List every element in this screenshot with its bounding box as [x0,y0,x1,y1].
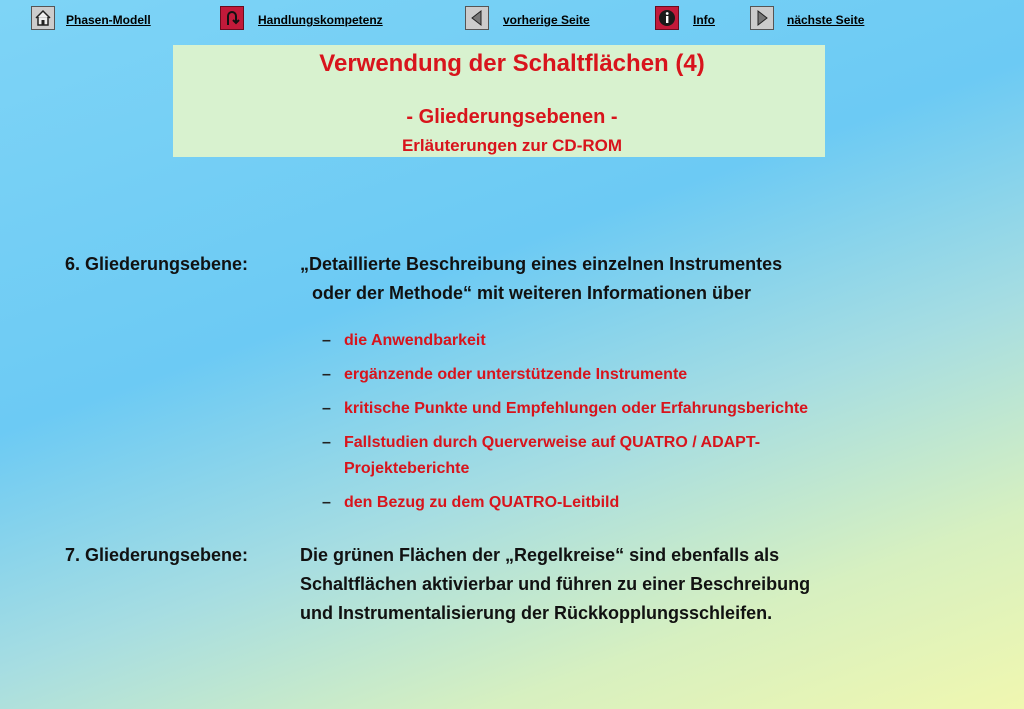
level6-line1: „Detaillierte Beschreibung eines einzelnen Instrumentes [300,254,783,274]
bullet-item: Fallstudien durch Querverweise auf QUATRO / ADAPT- [344,434,761,451]
bullet-item: den Bezug zu dem QUATRO-Leitbild [344,494,620,511]
level7-line2: Schaltflächen aktivierbar und führen zu einer Beschreibung [300,574,811,594]
bullet-item: die Anwendbarkeit [344,332,486,349]
level6-label: 6. Gliederungsebene: [65,254,249,274]
level7-line3: und Instrumentalisierung der Rückkopplungsschleifen. [300,603,773,623]
left-arrow-icon[interactable] [465,6,489,30]
nav-phasen-modell[interactable]: Phasen-Modell [66,13,151,27]
nav-naechste-seite[interactable]: nächste Seite [787,13,865,27]
bullet-item: kritische Punkte und Empfehlungen oder Erfahrungsberichte [344,400,809,417]
level7-line1: Die grünen Flächen der „Regelkreise“ sind ebenfalls als [300,545,780,565]
level7-label: 7. Gliederungsebene: [65,545,249,565]
level6-line2: oder der Methode“ mit weiteren Informationen über [312,283,752,303]
bullet-item: ergänzende oder unterstützende Instrumente [344,366,688,383]
bullet-dash: – [322,494,331,511]
bullet-dash: – [322,332,331,349]
bullet-dash: – [322,434,331,451]
nav-info[interactable]: Info [693,13,715,27]
right-arrow-icon[interactable] [750,6,774,30]
info-icon[interactable] [655,6,679,30]
home-icon[interactable] [31,6,55,30]
u-turn-icon[interactable] [220,6,244,30]
page-subtitle: - Gliederungsebenen - [406,106,618,128]
nav-vorherige-seite[interactable]: vorherige Seite [503,13,590,27]
page-title: Verwendung der Schaltflächen (4) [319,50,705,77]
bullet-dash: – [322,366,331,383]
bullet-item-continuation: Projekteberichte [344,460,470,477]
bullet-dash: – [322,400,331,417]
nav-handlungskompetenz[interactable]: Handlungskompetenz [258,13,383,27]
page-subtitle-2: Erläuterungen zur CD-ROM [401,136,623,155]
